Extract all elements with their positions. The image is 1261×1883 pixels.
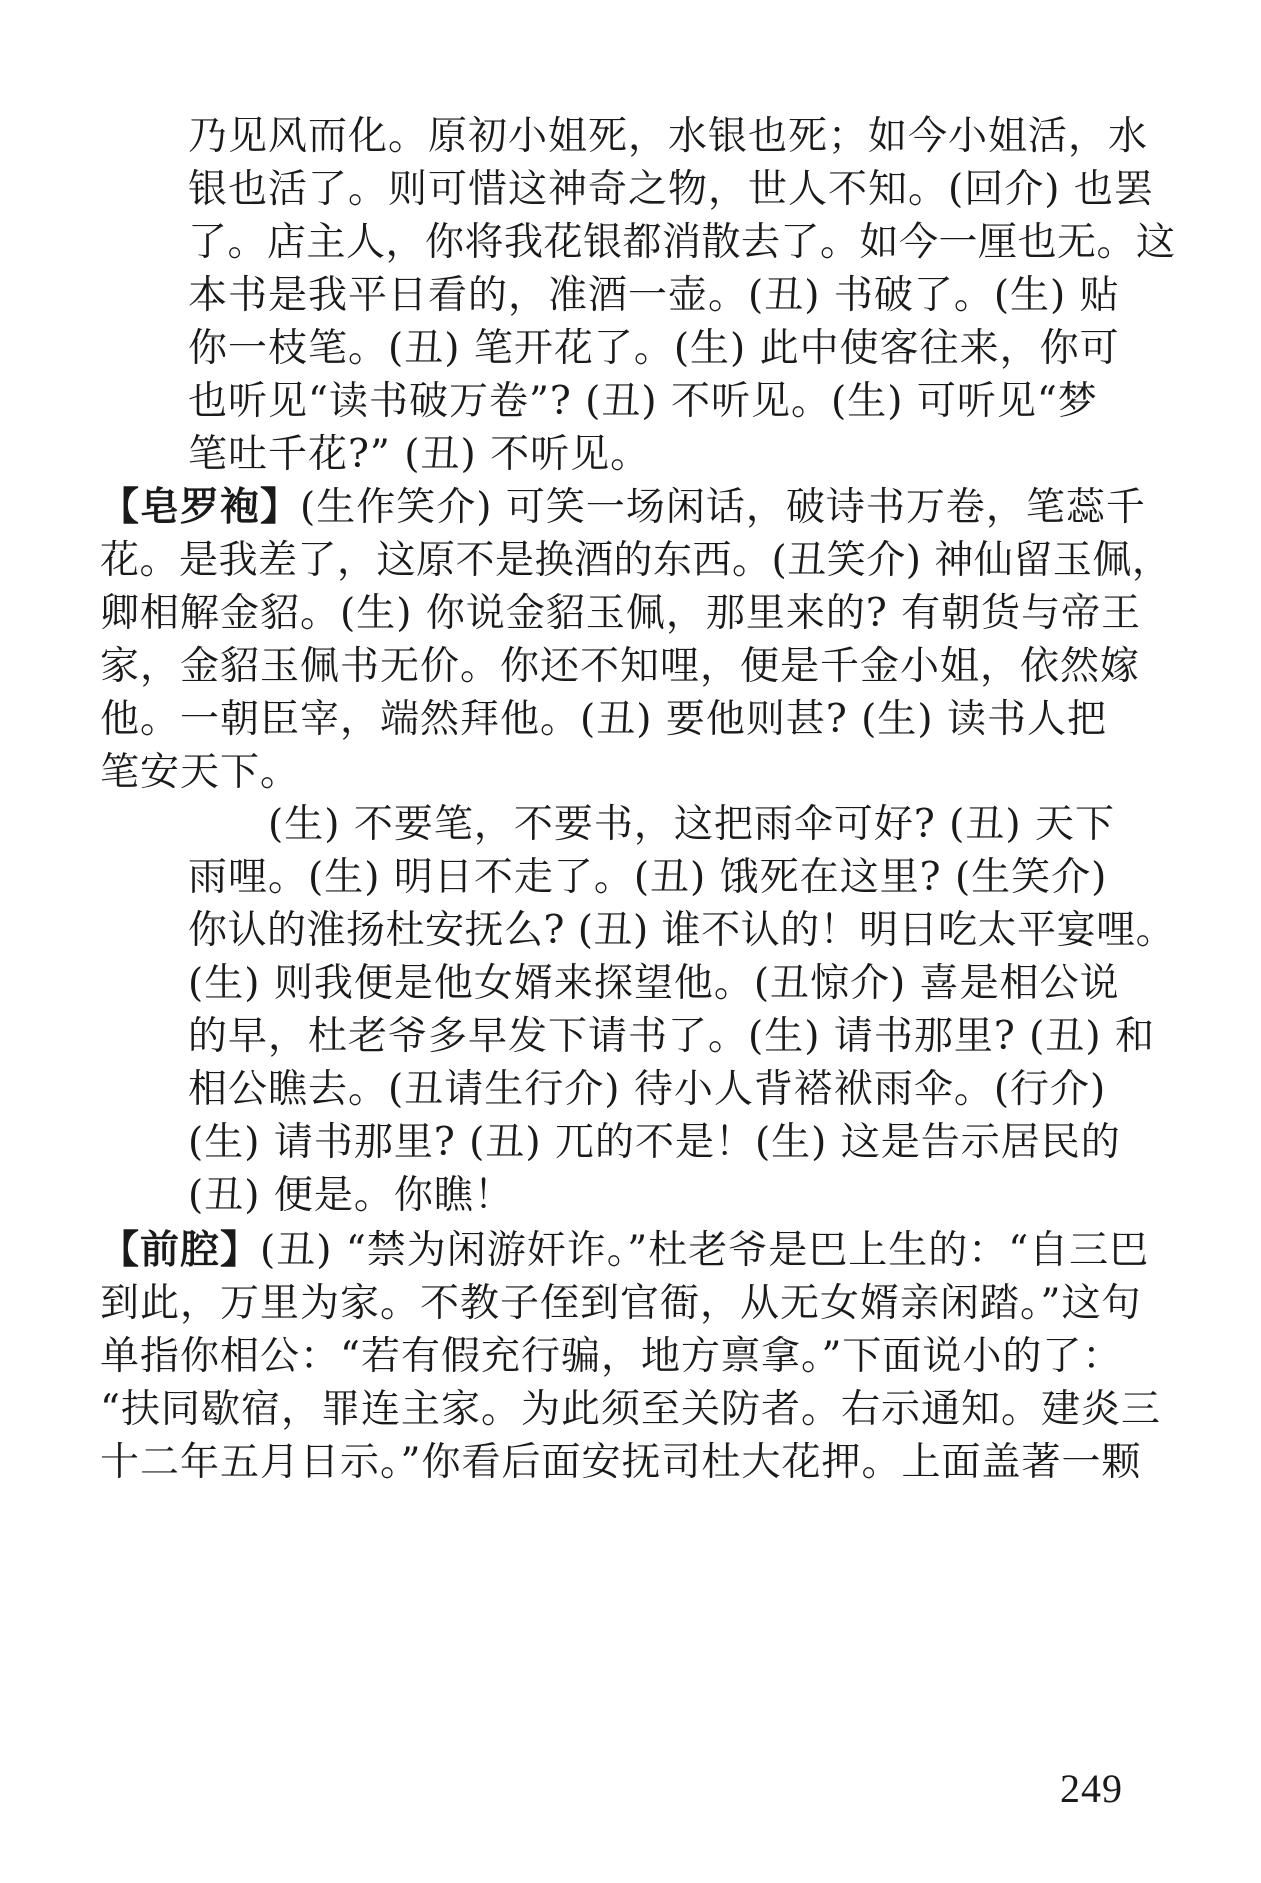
text-line: 的早，杜老爷多早发下请书了。(生) 请书那里? (丑) 和: [188, 1014, 1155, 1059]
text-line: (生) 请书那里? (丑) 兀的不是！(生) 这是告示居民的: [188, 1120, 1121, 1165]
text-line: 你一枝笔。(丑) 笔开花了。(生) 此中使客往来，你可: [188, 326, 1120, 371]
text-line: (生) 则我便是他女婿来探望他。(丑惊介) 喜是相公说: [188, 961, 1120, 1006]
aria-first-line: [100, 483, 1178, 533]
text-line: 十二年五月日示。”你看后面安抚司杜大花押。上面盖著一颗: [100, 1440, 1142, 1485]
text-line: 本书是我平日看的，准酒一壶。(丑) 书破了。(生) 贴: [188, 273, 1120, 318]
page-number: 249: [1060, 1766, 1123, 1811]
text-line: (丑) 便是。你瞧！: [188, 1173, 514, 1218]
text-line: 卿相解金貂。(生) 你说金貂玉佩，那里来的? 有朝货与帝王: [100, 591, 1142, 636]
text-line: 雨哩。(生) 明日不走了。(丑) 饿死在这里? (生笑介): [188, 855, 1108, 900]
aria-tune-name: 【前腔】: [100, 1228, 261, 1273]
paragraph-first-line: (生) 不要笔，不要书，这把雨伞可好? (丑) 天下: [268, 802, 1115, 847]
aria-tune-name: 【皂罗袍】: [100, 485, 301, 530]
text-line: 你认的淮扬杜安抚么? (丑) 谁不认的！明日吃太平宴哩。: [188, 908, 1176, 953]
text-line: 他。一朝臣宰，端然拜他。(丑) 要他则甚? (生) 读书人把: [100, 697, 1107, 742]
text-line: 单指你相公：“若有假充行骗，地方禀拿。”下面说小的了：: [100, 1334, 1123, 1379]
aria-text: (生作笑介) 可笑一场闲话，破诗书万卷，笔蕊千: [300, 485, 1146, 530]
text-line: “扶同歇宿，罪连主家。为此须至关防者。右示通知。建炎三: [100, 1387, 1161, 1432]
text-line: 相公瞧去。(丑请生行介) 待小人背褡袱雨伞。(行介): [188, 1067, 1107, 1112]
text-line: 银也活了。则可惜这神奇之物，世人不知。(回介) 也罢: [188, 167, 1154, 212]
text-line: 花。是我差了，这原不是换酒的东西。(丑笑介) 神仙留玉佩，: [100, 538, 1172, 583]
text-line: 了。店主人，你将我花银都消散去了。如今一厘也无。这: [188, 220, 1176, 265]
text-line: 笔安天下。: [100, 750, 301, 795]
text-line: 家，金貂玉佩书无价。你还不知哩，便是千金小姐，依然嫁: [100, 644, 1141, 689]
aria-first-line: [100, 1226, 1178, 1276]
aria-text: (丑) “禁为闲游奸诈。”杜老爷是巴上生的：“自三巴: [260, 1228, 1150, 1273]
text-line: 笔吐千花?” (丑) 不听见。: [188, 432, 651, 477]
text-line: 也听见“读书破万卷”? (丑) 不听见。(生) 可听见“梦: [188, 379, 1098, 424]
text-line: 乃见风而化。原初小姐死，水银也死；如今小姐活，水: [188, 114, 1149, 159]
text-line: 到此，万里为家。不教子侄到官衙，从无女婿亲闲踏。”这句: [100, 1281, 1142, 1326]
